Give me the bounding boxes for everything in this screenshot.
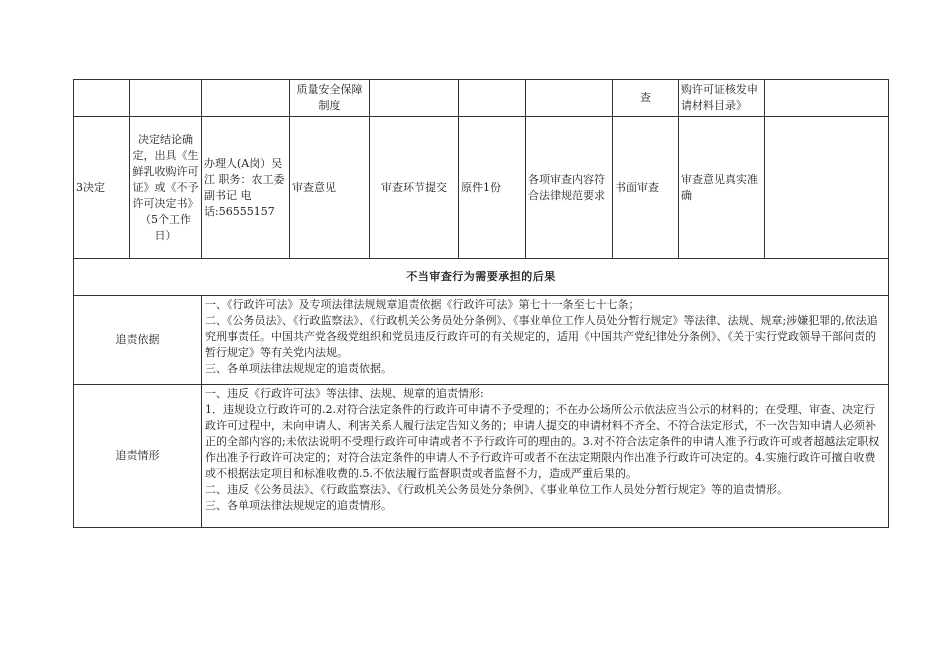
situations-label: 追责情形 — [74, 385, 202, 528]
basis-line-2: 二、《公务员法》、《行政监察法》、《行政机关公务员处分条例》、《事业单位工作人员处分暂行规定》等法律、法规、规章;涉嫌犯罪的,依法追究刑事责任。中国共产党各级党组织和党员违反行政许可的有关规定的，适用《中国共产党纪律处分条例》、《关于实行党政领导干部问责的暂行规定》等有关党内法规。 — [205, 314, 878, 359]
basis-label: 追责依据 — [74, 296, 202, 385]
table-row-basis — [74, 296, 889, 385]
cell-step-name: 3决定 — [74, 117, 130, 259]
situations-line-3: 二、违反《公务员法》、《行政监察法》、《行政机关公务员处分条例》、《事业单位工作人员处分暂行规定》等的追责情形。 — [205, 483, 788, 496]
cell-standard: 审查意见真实准确 — [679, 117, 765, 259]
cell-step-content: 决定结论确定，出具《生鲜乳收购许可证》或《不予许可决定书》（5个工作日） — [130, 117, 202, 259]
cell-requirement: 各项审查内容符合法律规范要求 — [526, 117, 613, 259]
cell-copies: 原件1份 — [459, 117, 526, 259]
table-row-situations — [74, 385, 889, 528]
table-row-top — [74, 80, 889, 117]
section-title: 不当审查行为需要承担的后果 — [74, 259, 889, 296]
cell-empty — [202, 80, 290, 117]
cell-empty — [74, 80, 130, 117]
situations-line-1: 一、违反《行政许可法》等法律、法规、规章的追责情形: — [205, 387, 484, 400]
cell-review-method: 书面审查 — [613, 117, 679, 259]
cell-empty — [526, 80, 613, 117]
basis-line-3: 三、各单项法律法规规定的追责依据。 — [205, 362, 392, 375]
cell-handler: 办理人(A岗）吴江 职务：农工委副书记 电话:56555157 — [202, 117, 290, 259]
cell-material-name: 质量安全保障制度 — [290, 80, 370, 117]
cell-empty — [370, 80, 459, 117]
cell-empty — [765, 80, 889, 117]
cell-standard: 购许可证核发申请材料目录》 — [679, 80, 765, 117]
basis-line-1: 一、《行政许可法》及专项法律法规规章追责依据《行政许可法》第七十一条至七十七条； — [205, 298, 640, 311]
cell-empty — [459, 80, 526, 117]
situations-line-2: 1．违规设立行政许可的.2.对符合法定条件的行政许可申请不予受理的；不在办公场所公示依法应当公示的材料的；在受理、审查、决定行政许可过程中，未向申请人、利害关系人履行法定告知义务的；申请人提交的申请材料不齐全、不符合法定形式，不一次告知申请人必须补正的全部内容的;未依法说明不受理行政许可申请或者不予行政许可的理由的。3.对不符合法定条件的申请人准予行政许可或者超越法定职权作出准予行政许可决定的；对符合法定条件的申请人不予行政许可或者不在法定期限内作出准予行政许可决定的。4.实施行政许可擅自收费或不根据法定项目和标准收费的.5.不依法履行监督职责或者监督不力，造成严重后果的。 — [205, 403, 880, 480]
cell-review-method: 查 — [613, 80, 679, 117]
table-row-decision — [74, 117, 889, 259]
cell-material-source: 审查环节提交 — [370, 117, 459, 259]
basis-content — [202, 296, 889, 385]
table-row-section-title — [74, 259, 889, 296]
cell-empty — [130, 80, 202, 117]
cell-empty — [765, 117, 889, 259]
cell-material-name: 审查意见 — [290, 117, 370, 259]
situations-line-4: 三、各单项法律法规规定的追责情形。 — [205, 499, 392, 512]
approval-process-table — [73, 79, 889, 528]
situations-content — [202, 385, 889, 528]
